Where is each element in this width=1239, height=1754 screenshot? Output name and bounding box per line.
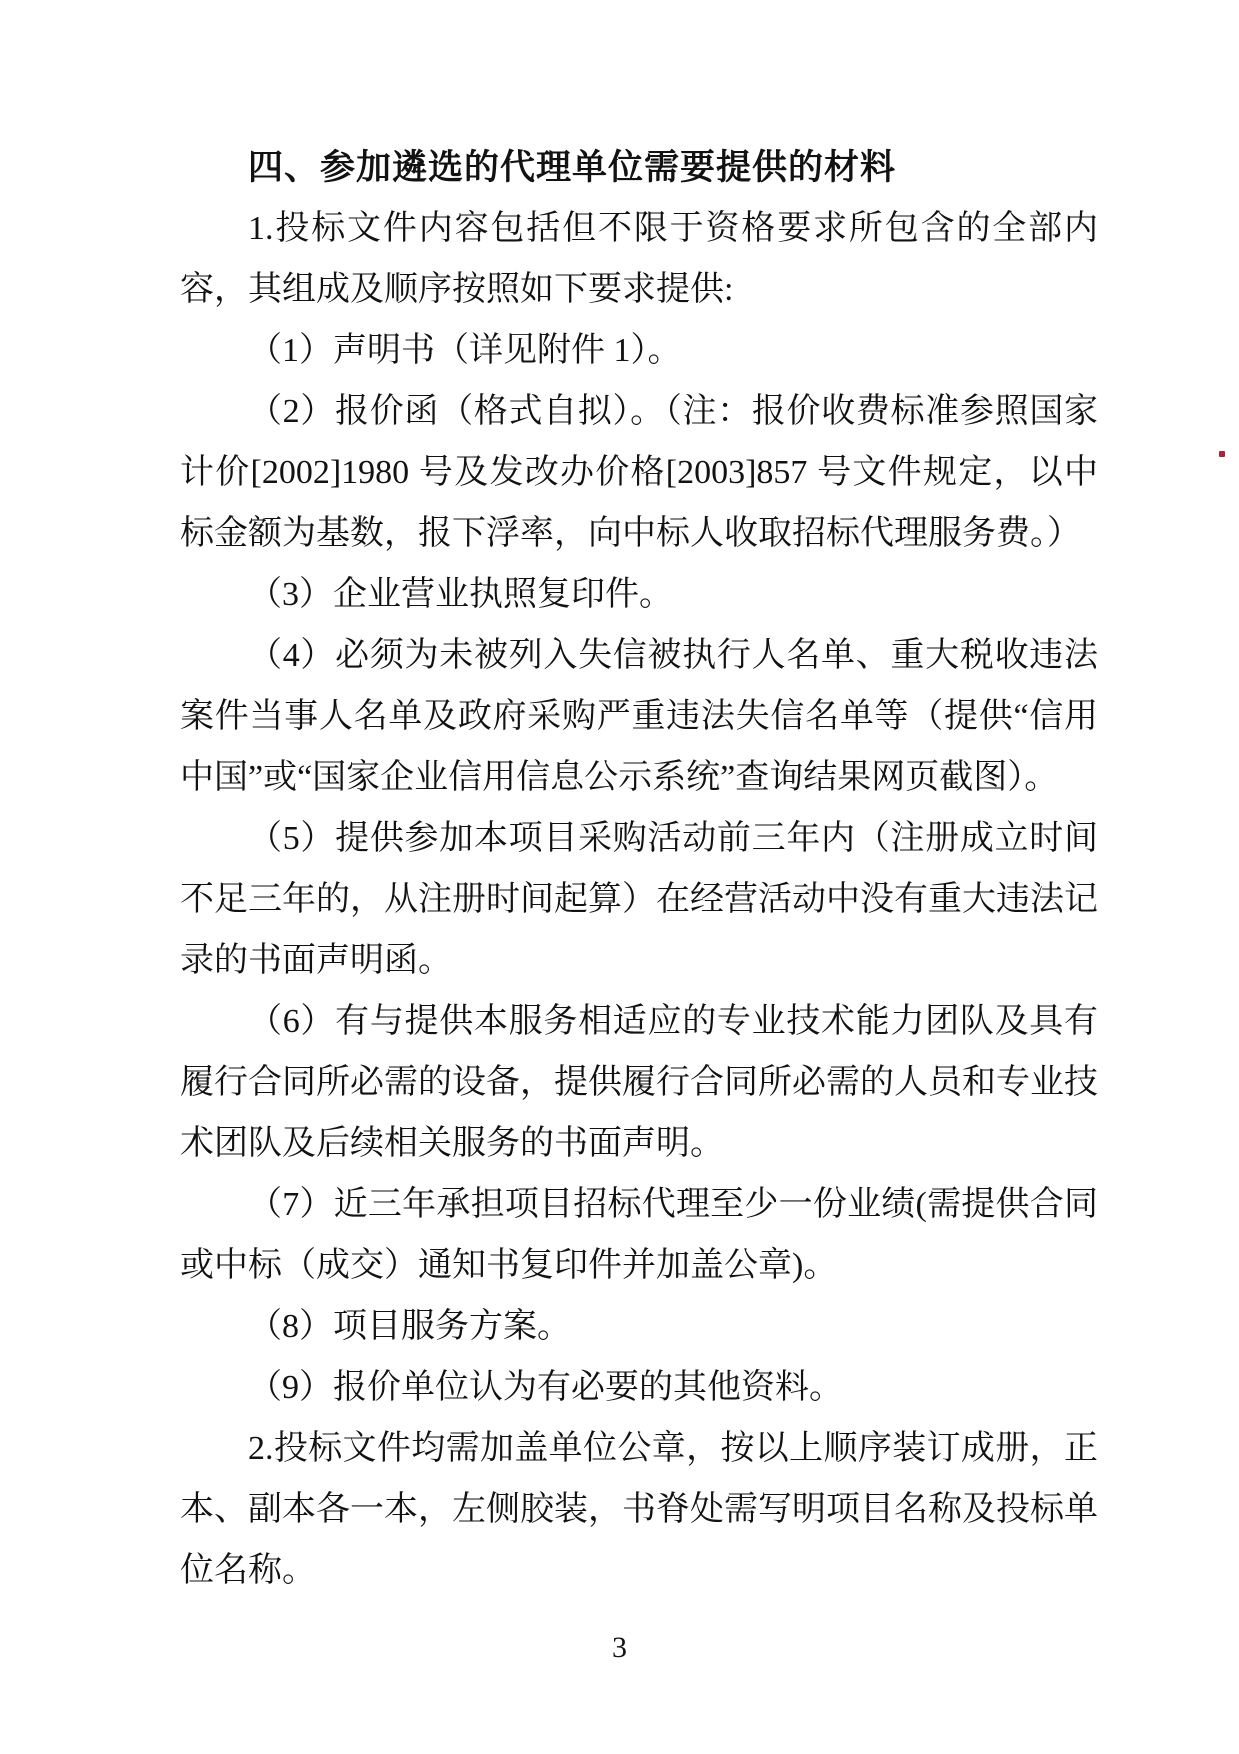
paragraph-intro: 1.投标文件内容包括但不限于资格要求所包含的全部内容，其组成及顺序按照如下要求提供: <box>180 210 1098 308</box>
paragraph-item-3: （3）企业营业执照复印件。 <box>248 576 673 613</box>
paragraph-item-2: （2）报价函（格式自拟）。（注：报价收费标准参照国家计价[2002]1980 号及发改办价格[2003]857 号文件规定，以中标金额为基数，报下浮率，向中标人收取招标代理服务费。） <box>180 393 1098 552</box>
paragraph-closing: 2.投标文件均需加盖单位公章，按以上顺序装订成册，正本、副本各一本，左侧胶装，书脊处需写明项目名称及投标单位名称。 <box>180 1430 1098 1589</box>
paragraph-item-4: （4）必须为未被列入失信被执行人名单、重大税收违法案件当事人名单及政府采购严重违法失信名单等（提供“信用中国”或“国家企业信用信息公示系统”查询结果网页截图）。 <box>180 637 1098 796</box>
red-mark <box>1219 451 1225 457</box>
paragraph-item-5: （5）提供参加本项目采购活动前三年内（注册成立时间不足三年的，从注册时间起算）在经营活动中没有重大违法记录的书面声明函。 <box>180 820 1098 979</box>
paragraph-item-7: （7）近三年承担项目招标代理至少一份业绩(需提供合同或中标（成交）通知书复印件并加盖公章)。 <box>180 1186 1098 1284</box>
document-body <box>180 137 1098 1601</box>
paragraph-item-8: （8）项目服务方案。 <box>248 1308 571 1345</box>
paragraph-item-6: （6）有与提供本服务相适应的专业技术能力团队及具有履行合同所必需的设备，提供履行合同所必需的人员和专业技术团队及后续相关服务的书面声明。 <box>180 1003 1098 1162</box>
paragraph-item-1: （1）声明书（详见附件 1）。 <box>248 332 682 369</box>
paragraph-item-9: （9）报价单位认为有必要的其他资料。 <box>248 1369 843 1406</box>
section-heading: 四、参加遴选的代理单位需要提供的材料 <box>248 148 897 187</box>
page-number: 3 <box>612 1631 627 1664</box>
